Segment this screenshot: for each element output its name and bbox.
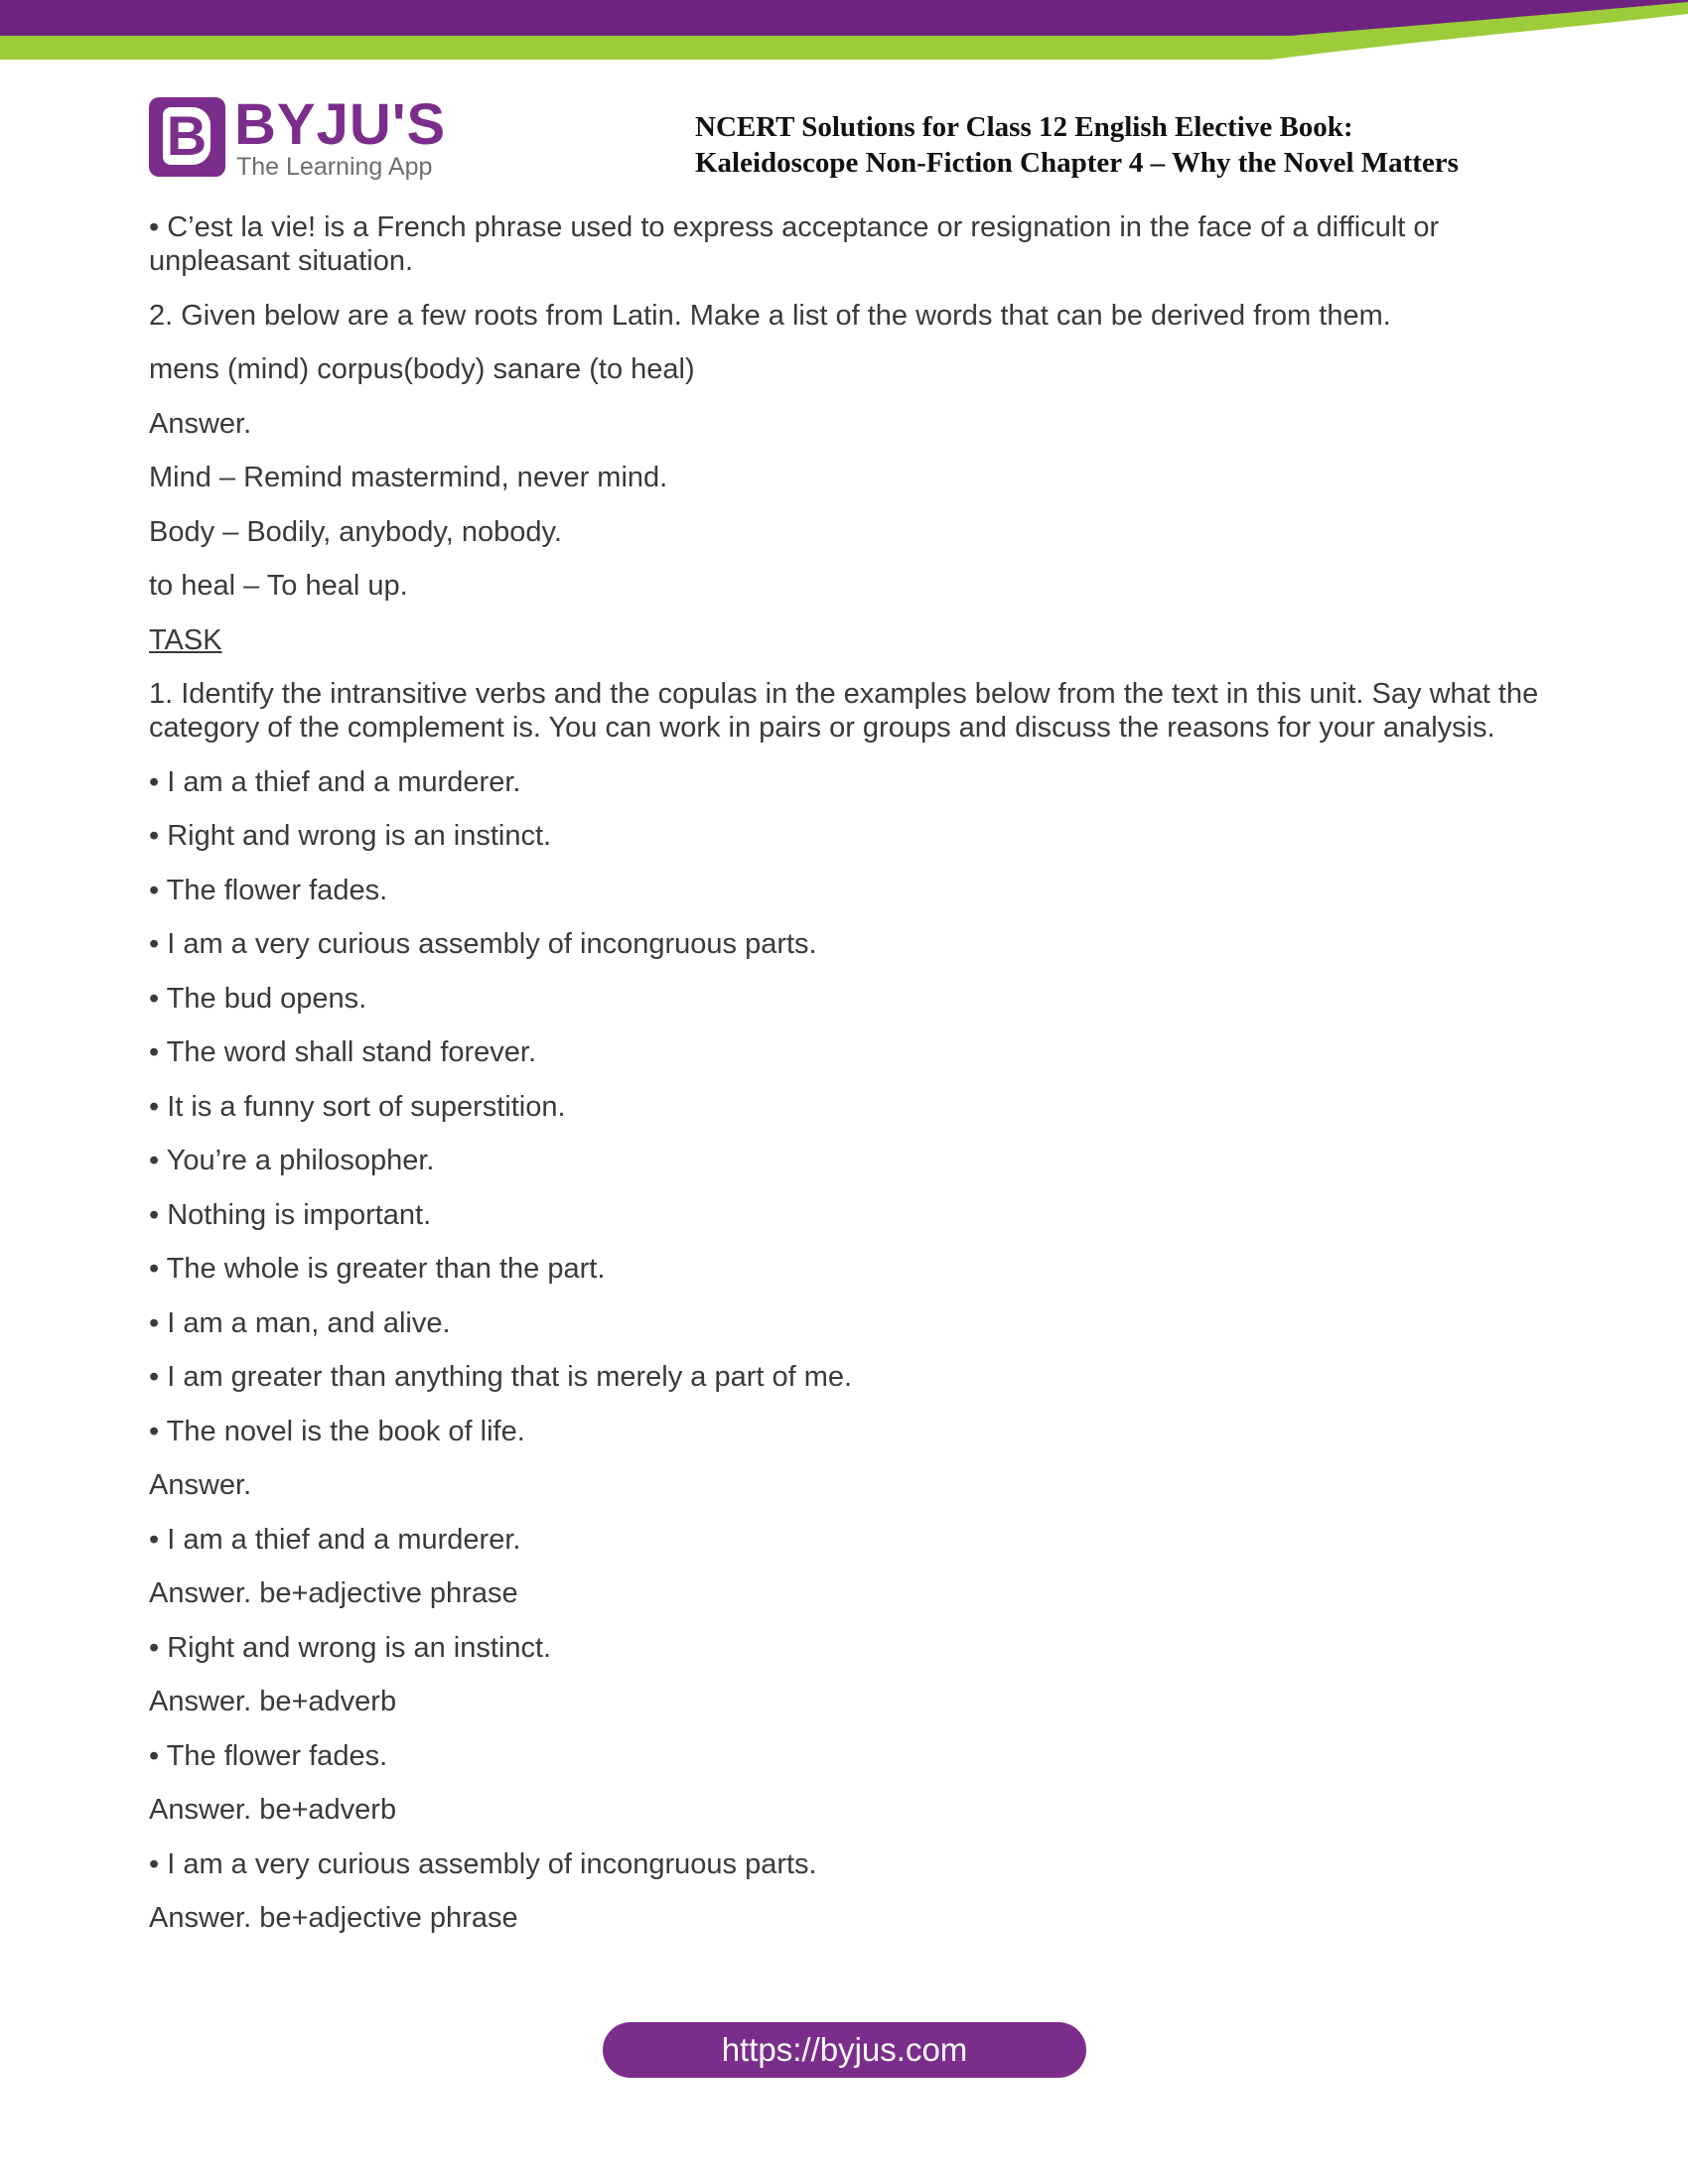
text-paragraph: • I am a thief and a murderer.	[149, 765, 521, 798]
text-paragraph: mens (mind) corpus(body) sanare (to heal)	[149, 353, 695, 385]
text-paragraph: • The novel is the book of life.	[149, 1415, 525, 1447]
document-body	[149, 210, 1539, 1956]
text-paragraph: Mind – Remind mastermind, never mind.	[149, 462, 668, 493]
text-paragraph: • The word shall stand forever.	[149, 1036, 537, 1068]
text-paragraph: • Right and wrong is an instinct.	[149, 820, 552, 852]
text-paragraph: Answer. be+adjective phrase	[149, 1902, 518, 1934]
byjus-logo	[149, 92, 447, 181]
text-paragraph: • It is a funny sort of superstition.	[149, 1090, 566, 1123]
text-paragraph: 2. Given below are a few roots from Latin. Make a list of the words that can be derived from them.	[149, 299, 1391, 332]
text-paragraph: • I am a very curious assembly of incongruous parts.	[149, 1847, 817, 1880]
text-paragraph: • Nothing is important.	[149, 1198, 432, 1231]
text-paragraph: • C’est la vie! is a French phrase used to express acceptance or resignation in the face of a difficult or unpleasant situation.	[149, 211, 1440, 277]
document-title-line-2: Kaleidoscope Non-Fiction Chapter 4 – Why the Novel Matters	[695, 147, 1459, 179]
text-paragraph: • I am greater than anything that is merely a part of me.	[149, 1361, 853, 1393]
section-heading-task: TASK	[149, 623, 222, 656]
footer-url-badge[interactable]: https://byjus.com	[603, 2022, 1086, 2078]
text-paragraph: • The bud opens.	[149, 982, 367, 1015]
top-decorative-band	[0, 0, 1688, 69]
page-header	[0, 89, 1688, 189]
text-paragraph: • I am a man, and alive.	[149, 1306, 451, 1339]
text-paragraph: • You’re a philosopher.	[149, 1145, 435, 1176]
text-paragraph: to heal – To heal up.	[149, 570, 408, 602]
document-title	[695, 109, 1648, 181]
text-paragraph: • I am a very curious assembly of incongruous parts.	[149, 928, 817, 960]
text-paragraph: Answer. be+adverb	[149, 1686, 397, 1717]
byjus-logo-icon: B	[149, 97, 225, 177]
document-title-line-1: NCERT Solutions for Class 12 English Elective Book:	[695, 111, 1353, 143]
text-paragraph: • The flower fades.	[149, 1739, 388, 1772]
text-paragraph: Answer. be+adjective phrase	[149, 1577, 518, 1609]
text-paragraph: Body – Bodily, anybody, nobody.	[149, 515, 562, 548]
text-paragraph: 1. Identify the intransitive verbs and the copulas in the examples below from the text in this unit. Say what the category of the complement is. You can work in pairs or groups and discuss the reasons for your analysis.	[149, 678, 1539, 744]
text-paragraph: • The whole is greater than the part.	[149, 1253, 606, 1285]
text-paragraph: • The flower fades.	[149, 874, 388, 906]
text-paragraph: Answer. be+adverb	[149, 1794, 397, 1826]
logo-wordmark: BYJU'S	[234, 92, 447, 157]
text-paragraph: • Right and wrong is an instinct.	[149, 1631, 552, 1664]
text-paragraph: • I am a thief and a murderer.	[149, 1523, 521, 1556]
text-paragraph: Answer.	[149, 1469, 252, 1501]
text-paragraph: Answer.	[149, 407, 252, 440]
logo-tagline: The Learning App	[236, 153, 433, 181]
